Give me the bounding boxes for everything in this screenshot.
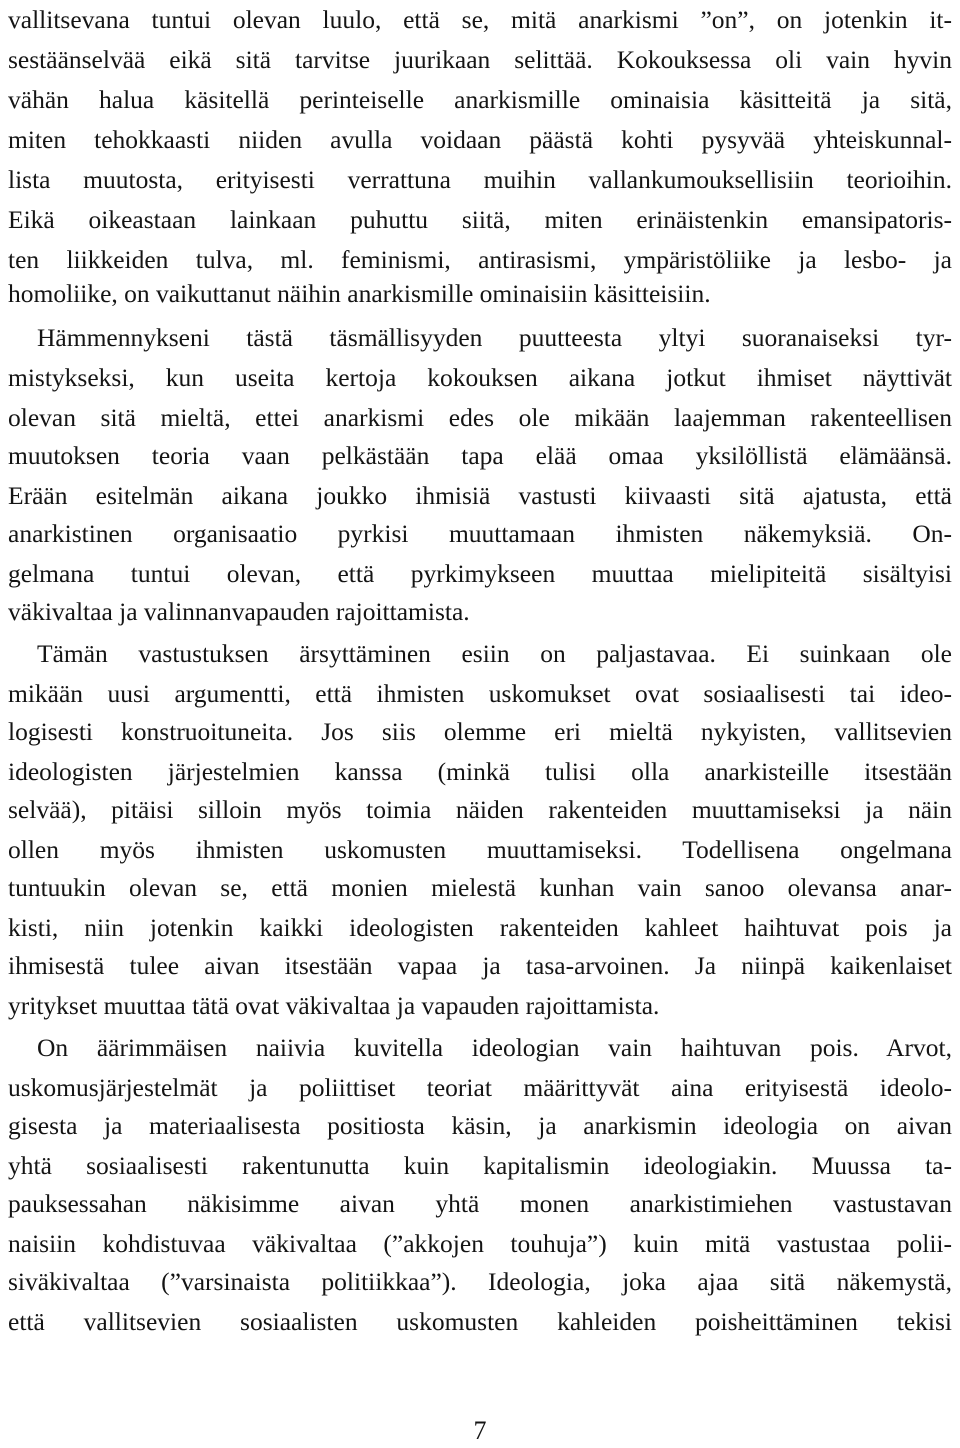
text-line: yritykset muuttaa tätä ovat väkivaltaa ja vapauden rajoittamista. [8, 991, 660, 1020]
text-line: miten tehokkaasti niiden avulla voidaan päästä kohti pysyvää yhteiskunnal- [8, 125, 952, 154]
text-line: homoliike, on vaikuttanut näihin anarkismille ominaisiin käsitteisiin. [8, 279, 711, 308]
paragraph-first-line: Hämmennykseni tästä täsmällisyyden puutteesta yltyi suoranaiseksi tyr- [37, 323, 952, 352]
text-line: uskomusjärjestelmät ja poliittiset teoriat määrittyvät aina erityisestä ideolo- [8, 1073, 952, 1102]
paragraph-first-line: On äärimmäisen naiivia kuvitella ideologian vain haihtuvan pois. Arvot, [37, 1033, 952, 1062]
text-line: ollen myös ihmisten uskomusten muuttamiseksi. Todellisena ongelmana [8, 835, 952, 864]
text-line: pauksessahan näkisimme aivan yhtä monen anarkistimiehen vastustavan [8, 1189, 952, 1218]
text-line: sestäänselvää eikä sitä tarvitse juurikaan selittää. Kokouksessa oli vain hyvin [8, 45, 952, 74]
text-line: yhtä sosiaalisesti rakentunutta kuin kapitalismin ideologiakin. Muussa ta- [8, 1151, 952, 1180]
text-line: ihmisestä tulee aivan itsestään vapaa ja tasa-arvoinen. Ja niinpä kaikenlaiset [8, 951, 952, 980]
text-line: tuntuukin olevan se, että monien mielestä kunhan vain sanoo olevansa anar- [8, 873, 952, 902]
text-line: Eikä oikeastaan lainkaan puhuttu siitä, miten erinäistenkin emansipatoris- [8, 205, 952, 234]
text-line: vallitsevana tuntui olevan luulo, että se, mitä anarkismi ”on”, on jotenkin it- [8, 5, 952, 34]
text-line: että vallitsevien sosiaalisten uskomusten kahleiden poisheittäminen tekisi [8, 1307, 952, 1336]
text-line: vähän halua käsitellä perinteiselle anarkismille ominaisia käsitteitä ja sitä, [8, 85, 952, 114]
text-line: ideologisten järjestelmien kanssa (minkä tulisi olla anarkisteille itsestään [8, 757, 952, 786]
text-line: olevan sitä mieltä, ettei anarkismi edes ole mikään laajemman rakenteellisen [8, 403, 952, 432]
text-line: logisesti konstruoituneita. Jos siis olemme eri mieltä nykyisten, vallitsevien [8, 717, 952, 746]
text-line: anarkistinen organisaatio pyrkisi muuttamaan ihmisten näkemyksiä. On- [8, 519, 952, 548]
text-line: selvää), pitäisi silloin myös toimia näiden rakenteiden muuttamiseksi ja näin [8, 795, 952, 824]
text-line: mistykseksi, kun useita kertoja kokouksen aikana jotkut ihmiset näyttivät [8, 363, 952, 392]
text-line: gelmana tuntui olevan, että pyrkimykseen muuttaa mielipiteitä sisältyisi [8, 559, 952, 588]
text-line: siväkivaltaa (”varsinaista politiikkaa”). Ideologia, joka ajaa sitä näkemystä, [8, 1267, 952, 1296]
text-line: naisiin kohdistuvaa väkivaltaa (”akkojen touhuja”) kuin mitä vastustaa polii- [8, 1229, 952, 1258]
text-line: väkivaltaa ja valinnanvapauden rajoittamista. [8, 597, 470, 626]
text-line: mikään uusi argumentti, että ihmisten uskomukset ovat sosiaalisesti tai ideo- [8, 679, 952, 708]
text-line: Erään esitelmän aikana joukko ihmisiä vastusti kiivaasti sitä ajatusta, että [8, 481, 952, 510]
paragraph-first-line: Tämän vastustuksen ärsyttäminen esiin on paljastavaa. Ei suinkaan ole [37, 639, 952, 668]
text-line: lista muutosta, erityisesti verrattuna muihin vallankumouksellisiin teorioihin. [8, 165, 952, 194]
text-line: muutoksen teoria vaan pelkästään tapa elää omaa yksilöllistä elämäänsä. [8, 441, 952, 470]
text-line: kisti, niin jotenkin kaikki ideologisten rakenteiden kahleet haihtuvat pois ja [8, 913, 952, 942]
page-number: 7 [473, 1416, 487, 1445]
text-line: ten liikkeiden tulva, ml. feminismi, antirasismi, ympäristöliike ja lesbo- ja [8, 245, 952, 274]
text-line: gisesta ja materiaalisesta positiosta käsin, ja anarkismin ideologia on aivan [8, 1111, 952, 1140]
